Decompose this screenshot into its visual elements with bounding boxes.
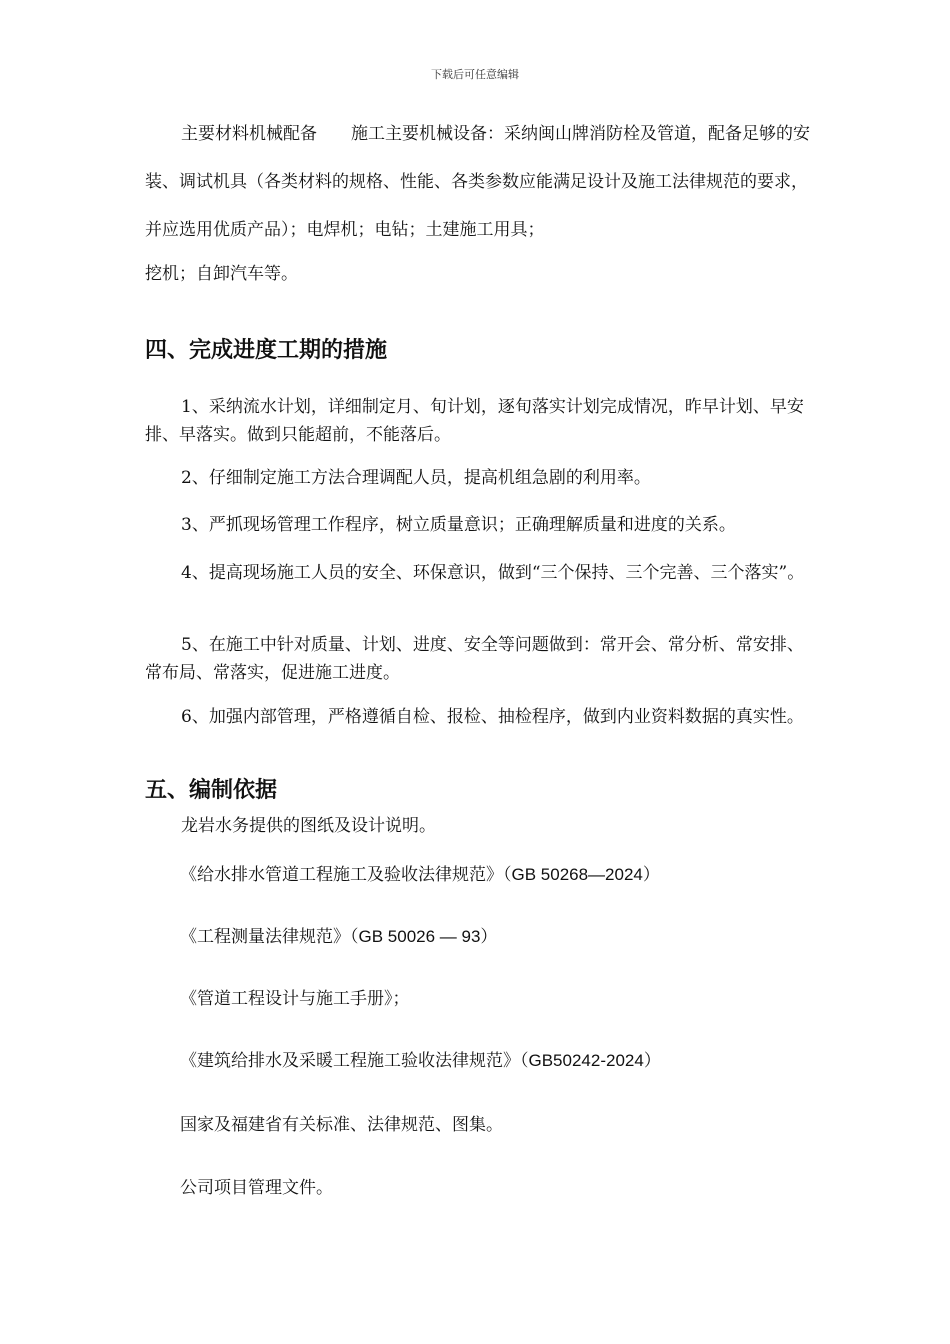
reference-item: 公司项目管理文件。 (180, 1178, 333, 1198)
page-header: 下载后可任意编辑 (431, 68, 519, 81)
intro-paragraph (145, 110, 810, 254)
reference-item: 《建筑给排水及采暖工程施工验收法律规范》（GB50242-2024） (180, 1051, 661, 1071)
measure-item-1: 1、采纳流水计划，详细制定月、旬计划，逐旬落实计划完成情况，昨早计划、早安排、早落实。做到只能超前，不能落后。 (145, 397, 804, 445)
reference-item: 国家及福建省有关标准、法律规范、图集。 (180, 1115, 503, 1135)
reference-item: 《管道工程设计与施工手册》； (180, 989, 410, 1009)
measure-item-2: 2、仔细制定施工方法合理调配人员，提高机组急剧的利用率。 (181, 468, 651, 488)
measure-item-3: 3、严抓现场管理工作程序，树立质量意识；正确理解质量和进度的关系。 (181, 515, 736, 535)
intro-tail: 挖机；自卸汽车等。 (145, 264, 298, 284)
basis-intro: 龙岩水务提供的图纸及设计说明。 (181, 816, 436, 836)
section-5-title: 五、编制依据 (145, 778, 278, 803)
reference-item: 《给水排水管道工程施工及验收法律规范》（GB 50268—2024） (180, 865, 660, 885)
measure-item-4: 4、提高现场施工人员的安全、环保意识，做到“三个保持、三个完善、三个落实”。 (181, 563, 805, 583)
measure-item-5: 5、在施工中针对质量、计划、进度、安全等问题做到：常开会、常分析、常安排、常布局、常落实，促进施工进度。 (145, 635, 804, 683)
measure-item-6: 6、加强内部管理，严格遵循自检、报检、抽检程序，做到内业资料数据的真实性。 (181, 707, 804, 727)
intro-text: 施工主要机械设备：采纳闽山牌消防栓及管道，配备足够的安装、调试机具（各类材料的规格、性能、各类参数应能满足设计及施工法律规范的要求，并应选用优质产品）；电焊机；电钻；土建施工用具； (145, 124, 810, 240)
intro-label: 主要材料机械配备 (181, 124, 317, 144)
section-4-title: 四、完成进度工期的措施 (145, 338, 388, 363)
reference-item: 《工程测量法律规范》（GB 50026 — 93） (180, 927, 498, 947)
